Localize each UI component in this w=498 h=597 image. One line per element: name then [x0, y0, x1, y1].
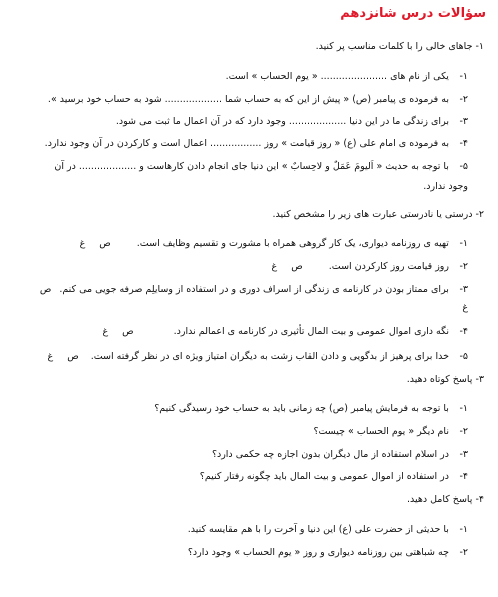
list-item-continuation: وجود ندارد. [423, 181, 468, 192]
true-option[interactable]: ص [67, 351, 79, 362]
section-1-heading: ۱- جاهای خالی را با کلمات مناسب پر کنید. [315, 41, 484, 52]
item-text: در اسلام استفاده از مال دیگران بدون اجازه چه حکمی دارد؟ [211, 449, 449, 460]
item-number: ۱- [459, 71, 468, 82]
true-false-options [88, 325, 133, 338]
item-text: یکی از نام های ...................... « یوم الحساب » است. [225, 71, 449, 82]
list-item [13, 93, 468, 106]
item-text: تهیه ی روزنامه دیواری، یک کار گروهی همراه با مشورت و تقسیم وظایف است. [136, 238, 449, 249]
item-text: برای زندگی ما در این دنیا ................... وجود دارد که در آن اعمال ما ثبت می شود. [115, 116, 449, 127]
item-text: با حدیثی از حضرت علی (ع) این دنیا و آخرت را با هم مقایسه کنید. [187, 524, 449, 535]
true-false-options [26, 283, 52, 296]
item-number: ۵- [459, 351, 468, 362]
item-number: ۳- [459, 116, 468, 127]
section-4-heading: ۴- پاسخ کامل دهید. [406, 494, 484, 505]
list-item [13, 137, 468, 150]
item-text: نگه داری اموال عمومی و بیت المال تأثیری در کارنامه ی اعمالم ندارد. [173, 326, 449, 337]
list-item [13, 546, 468, 559]
true-false-item-continuation [13, 301, 468, 314]
true-false-item [13, 237, 468, 250]
true-option[interactable]: ص [39, 284, 52, 295]
list-item [13, 115, 468, 128]
item-number: ۲- [459, 547, 468, 558]
true-false-options [34, 350, 79, 363]
item-number: ۲- [459, 426, 468, 437]
item-text: با توجه به فرمایش پیامبر (ص) چه زمانی باید به حساب خود رسیدگی کنیم؟ [154, 403, 449, 414]
item-number: ۲- [459, 94, 468, 105]
list-item [13, 402, 468, 415]
false-option[interactable]: غ [79, 238, 86, 249]
item-text: نام دیگر « یوم الحساب » چیست؟ [313, 426, 449, 437]
item-number: ۱- [459, 524, 468, 535]
item-number: ۱- [459, 403, 468, 414]
true-option[interactable]: ص [291, 261, 303, 272]
item-number: ۵- [459, 161, 468, 172]
list-item [13, 470, 468, 483]
item-number: ۱- [459, 238, 468, 249]
true-false-options [66, 237, 111, 250]
false-option[interactable]: غ [47, 351, 54, 362]
item-number: ۴- [459, 138, 468, 149]
true-option[interactable]: ص [122, 326, 134, 337]
list-item [13, 523, 468, 536]
section-2-heading: ۲- درستی یا نادرستی عبارت های زیر را مشخص کنید. [272, 209, 484, 220]
false-option[interactable]: غ [102, 326, 109, 337]
true-option[interactable]: ص [99, 238, 111, 249]
list-item [13, 425, 468, 438]
page-title: سؤالات درس شانزدهم [340, 6, 486, 21]
item-number: ۴- [459, 471, 468, 482]
item-text: در استفاده از اموال عمومی و بیت المال باید چگونه رفتار کنیم؟ [199, 471, 449, 482]
true-false-item [13, 325, 468, 338]
false-option[interactable]: غ [271, 261, 278, 272]
item-text: برای ممتاز بودن در کارنامه ی زندگی از اسراف دوری و در استفاده از وسایلِم صرفه جویی می کنم. [59, 284, 449, 295]
true-false-options [258, 260, 303, 273]
item-number: ۴- [459, 326, 468, 337]
true-false-item [13, 283, 468, 296]
item-text: چه شباهتی بین روزنامه دیواری و روز « یوم الحساب » وجود دارد؟ [187, 547, 449, 558]
item-text: با توجه به حدیث « اَلیومَ عَمَلٌ و لاحِسابٌ » این دنیا جای انجام دادن کارهاست و ................... در آن [54, 161, 449, 172]
item-text: روز قیامت روز کارکردن است. [328, 261, 449, 272]
item-text: به فرموده ی پیامبر (ص) « پیش از این که به حساب شما ................... شود به حساب خود برسید ». [47, 94, 449, 105]
list-item [13, 70, 468, 83]
section-3-heading: ۳- پاسخ کوتاه دهید. [406, 374, 484, 385]
item-number: ۳- [459, 449, 468, 460]
true-false-item [13, 260, 468, 273]
list-item [13, 160, 468, 173]
true-false-item [13, 350, 468, 363]
item-number: ۲- [459, 261, 468, 272]
item-text: خدا برای پرهیز از بدگویی و دادن القاب زشت به دیگران امتیاز ویژه ای در نظر گرفته است. [90, 351, 449, 362]
false-option[interactable]: غ [462, 302, 468, 313]
item-text: به فرموده ی امام علی (ع) « روز قیامت » روز ................. اعمال است و کارکردن در آن وجود ندارد. [44, 138, 449, 149]
item-number: ۳- [459, 284, 468, 295]
list-item [13, 448, 468, 461]
